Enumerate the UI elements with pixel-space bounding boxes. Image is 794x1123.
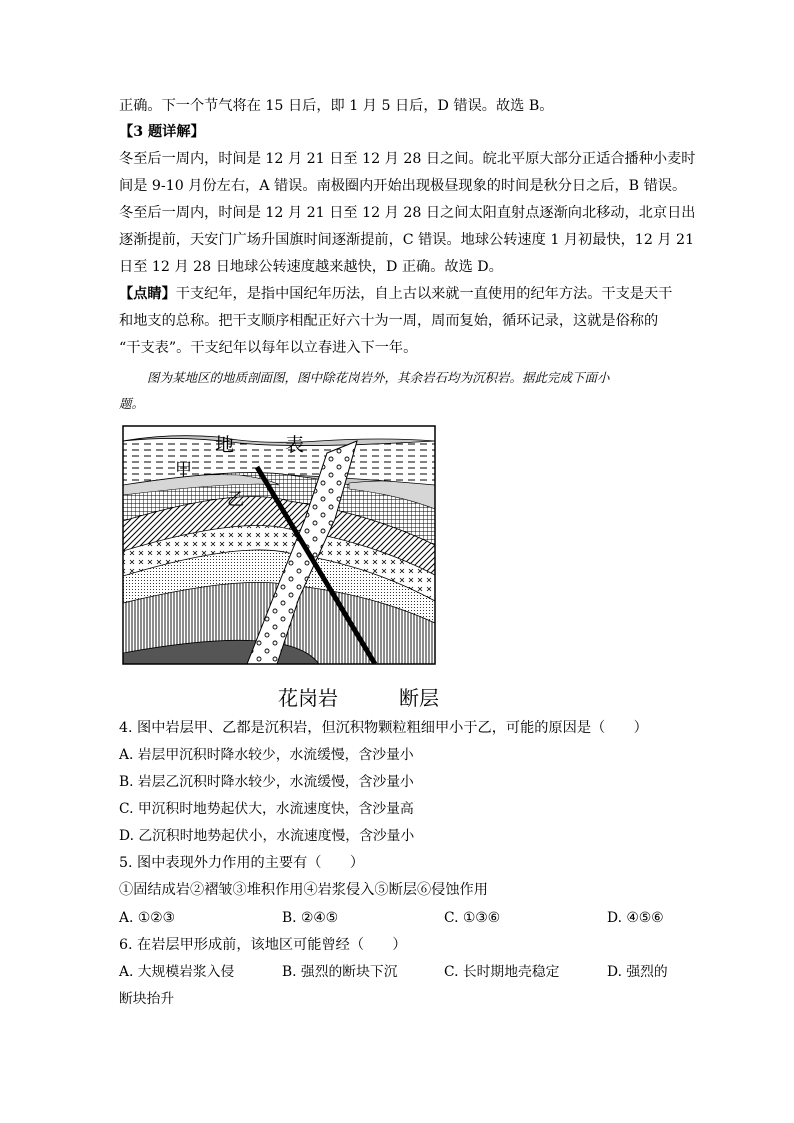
explanation-line: 冬至后一周内，时间是 12 月 21 日至 12 月 28 日之间太阳直射点逐渐向北移动，北京日出 <box>119 205 696 221</box>
caption-fault: 断层 <box>399 686 439 710</box>
q6-option-d-continued: 断块抬升 <box>119 991 175 1007</box>
label-jia: 甲 <box>175 460 192 480</box>
label-surface-1: 地 <box>215 434 235 456</box>
geologic-cross-section <box>119 423 441 713</box>
question-5-items: ①固结成岩②褶皱③堆积作用④岩浆侵入⑤断层⑥侵蚀作用 <box>119 882 488 898</box>
intro-line: 图为某地区的地质剖面图，图中除花岗岩外，其余岩石均为沉积岩。据此完成下面小 <box>147 371 610 385</box>
q5-option-a[interactable]: A. ①②③ <box>119 910 175 926</box>
explanation-line: 正确。下一个节气将在 15 日后，即 1 月 5 日后，D 错误。故选 B。 <box>119 98 554 114</box>
explanation-line: 和地支的总称。把干支顺序相配正好六十为一周，周而复始，循环记录，这就是俗称的 <box>119 313 659 329</box>
q4-option-b[interactable]: B. 岩层乙沉积时降水较少，水流缓慢，含沙量小 <box>119 774 414 790</box>
q5-option-d[interactable]: D. ④⑤⑥ <box>607 910 664 926</box>
q4-option-c[interactable]: C. 甲沉积时地势起伏大，水流速度快，含沙量高 <box>119 801 414 817</box>
dianjing-line <box>119 284 672 304</box>
q4-option-a[interactable]: A. 岩层甲沉积时降水较少，水流缓慢，含沙量小 <box>119 747 414 763</box>
section-heading: 【3 题详解】 <box>119 124 205 140</box>
dianjing-label: 【点睛】 <box>119 286 176 302</box>
explanation-line: 冬至后一周内，时间是 12 月 21 日至 12 月 28 日之间。皖北平原大部分正适合播种小麦时 <box>119 151 696 167</box>
q6-option-b[interactable]: B. 强烈的断块下沉 <box>282 964 398 980</box>
question-4-stem: 4. 图中岩层甲、乙都是沉积岩，但沉积物颗粒粗细甲小于乙，可能的原因是（ ） <box>119 720 648 736</box>
q5-option-b[interactable]: B. ②④⑤ <box>282 910 339 926</box>
q5-option-c[interactable]: C. ①③⑥ <box>444 910 500 926</box>
explanation-line: 间是 9-10 月份左右，A 错误。南极圈内开始出现极昼现象的时间是秋分日之后，B 错误。 <box>119 178 687 194</box>
q6-option-c[interactable]: C. 长时期地壳稳定 <box>444 964 560 980</box>
label-yi: 乙 <box>227 490 244 510</box>
question-6-stem: 6. 在岩层甲形成前，该地区可能曾经（ ） <box>119 937 407 953</box>
intro-line: 题。 <box>119 397 145 411</box>
label-surface-2: 表 <box>285 434 305 456</box>
dianjing-text: 干支纪年，是指中国纪年历法，自上古以来就一直使用的纪年方法。干支是天干 <box>175 286 673 302</box>
q4-option-d[interactable]: D. 乙沉积时地势起伏小，水流速度慢，含沙量小 <box>119 828 415 844</box>
q6-option-d[interactable]: D. 强烈的 <box>607 964 668 980</box>
q6-option-a[interactable]: A. 大规模岩浆入侵 <box>119 964 235 980</box>
explanation-line: 日至 12 月 28 日地球公转速度越来越快，D 正确。故选 D。 <box>119 259 503 275</box>
explanation-line: 逐渐提前，天安门广场升国旗时间逐渐提前，C 错误。地球公转速度 1 月初最快，12 月 21 <box>119 232 695 248</box>
explanation-line: “干支表”。干支纪年以每年以立春进入下一年。 <box>119 340 418 356</box>
caption-granite: 花岗岩 <box>278 686 338 710</box>
question-5-stem: 5. 图中表现外力作用的主要有（ ） <box>119 855 365 871</box>
